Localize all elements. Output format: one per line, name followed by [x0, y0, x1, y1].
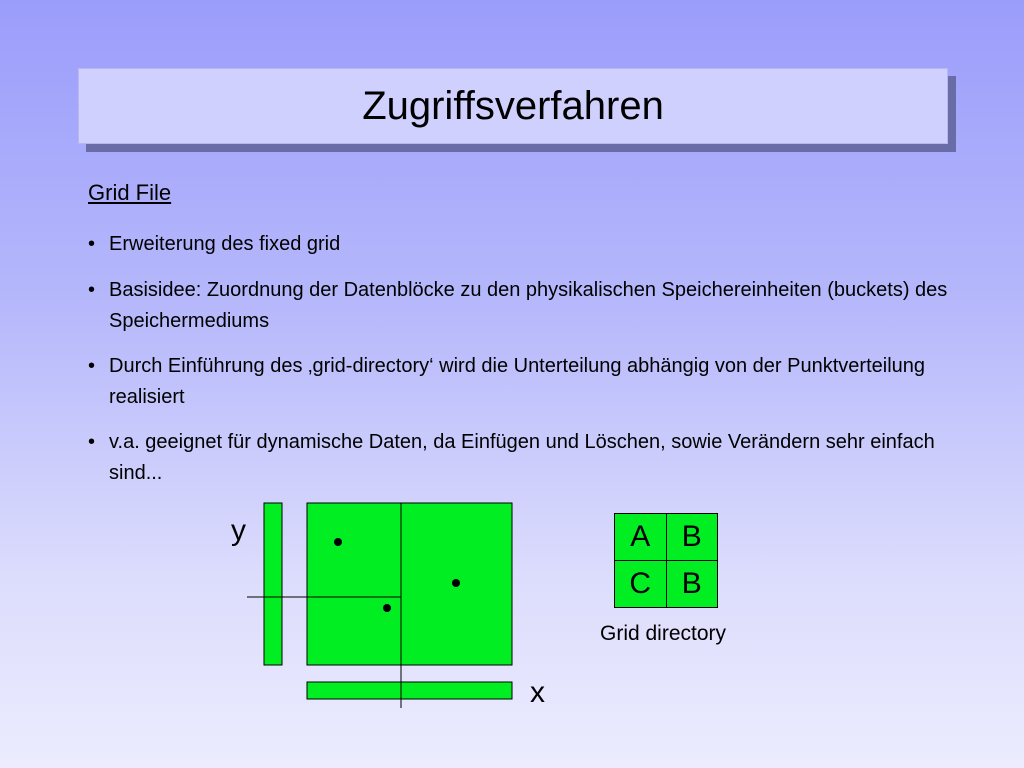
- directory-cell: A: [615, 514, 667, 561]
- bullet-item: [88, 275, 948, 337]
- grid-directory-table: [614, 513, 718, 608]
- directory-cell: C: [615, 561, 667, 608]
- bullet-marker: •: [88, 279, 96, 301]
- slide-title: Zugriffsverfahren: [362, 83, 664, 128]
- data-point: [383, 604, 391, 612]
- x-axis-label: x: [530, 676, 545, 709]
- directory-row: [615, 514, 718, 561]
- bullet-item: [88, 229, 948, 259]
- grid-region: [307, 503, 512, 665]
- bullet-item: [88, 351, 948, 413]
- bullet-text: v.a. geeignet für dynamische Daten, da Einfügen und Löschen, sowie Verändern sehr einfach sind...: [109, 431, 935, 484]
- bullet-text: Basisidee: Zuordnung der Datenblöcke zu den physikalischen Speichereinheiten (buckets) des Speichermediums: [109, 279, 948, 332]
- data-point: [334, 538, 342, 546]
- bullet-text: Erweiterung des fixed grid: [109, 233, 341, 255]
- bullet-text: Durch Einführung des ‚grid-directory‘ wird die Unterteilung abhängig von der Punktverteilung realisiert: [109, 355, 926, 408]
- bullet-marker: •: [88, 355, 96, 377]
- x-scale-bar: [307, 682, 512, 699]
- directory-cell: B: [666, 561, 718, 608]
- grid-directory-caption: Grid directory: [600, 622, 727, 645]
- y-axis-label: y: [231, 514, 246, 547]
- directory-row: [615, 561, 718, 608]
- title-box: [78, 68, 948, 144]
- bullet-item: [88, 427, 948, 489]
- section-heading: Grid File: [88, 180, 172, 205]
- bullet-list: [88, 229, 948, 505]
- bullet-marker: •: [88, 431, 96, 453]
- bullet-marker: •: [88, 233, 96, 255]
- y-scale-bar: [264, 503, 282, 665]
- directory-cell: B: [666, 514, 718, 561]
- data-point: [452, 579, 460, 587]
